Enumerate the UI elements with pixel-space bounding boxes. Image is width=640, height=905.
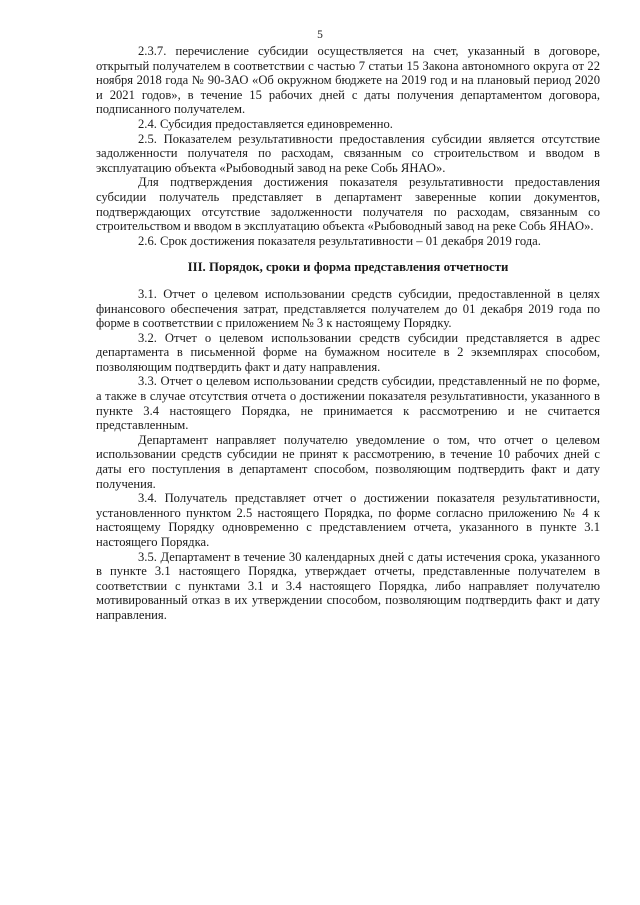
paragraph-department-notice: Департамент направляет получателю уведомление о том, что отчет о целевом использовании средств субсидии не принят к рассмотрению, в течение 10 рабочих дней с даты его поступления в департамент способом, позволяющим подтвердить факт и дату получения. bbox=[96, 432, 600, 491]
paragraph-3-1: 3.1. Отчет о целевом использовании средств субсидии, предоставленной в целях финансового обеспечения затрат, представляется получателем до 01 декабря 2019 года по форме в соответствии с приложением № 3 к настоящему Порядку. bbox=[96, 286, 600, 331]
paragraph-2-6: 2.6. Срок достижения показателя результативности – 01 декабря 2019 года. bbox=[138, 233, 541, 248]
page-number: 5 bbox=[317, 29, 323, 41]
paragraph-2-3-7: 2.3.7. перечисление субсидии осуществляется на счет, указанный в договоре, открытый получателем в соответствии с частью 7 статьи 15 Закона автономного округа от 22 ноября 2018 года № 90-ЗАО «Об окружном бюджете на 2019 год и на плановый период 2020 и 2021 годов», в течение 15 рабочих дней с даты получения департаментом договора, подписанного получателем. bbox=[96, 44, 600, 117]
section-heading: III. Порядок, сроки и форма представления отчетности bbox=[187, 260, 509, 275]
document-body bbox=[96, 44, 600, 623]
paragraph-confirmation: Для подтверждения достижения показателя результативности предоставления субсидии получатель представляет в департамент заверенные копии документов, подтверждающих отсутствие задолженности получателя по расходам, связанным со строительством и вводом в эксплуатацию объекта «Рыбоводный завод на реке Собь ЯНАО». bbox=[96, 175, 600, 234]
paragraph-2-4: 2.4. Субсидия предоставляется единовременно. bbox=[138, 116, 393, 131]
paragraph-3-4: 3.4. Получатель представляет отчет о достижении показателя результативности, установленного пунктом 2.5 настоящего Порядка, по форме согласно приложению № 4 к настоящему Порядку одновременно с представлением отчета, указанного в пункте 3.1 настоящего Порядка. bbox=[96, 491, 600, 549]
paragraph-3-3: 3.3. Отчет о целевом использовании средств субсидии, представленный не по форме, а также в случае отсутствия отчета о достижении показателя результативности, указанного в пункте 3.4 настоящего Порядка, не принимается к рассмотрению и не считается представленным. bbox=[96, 374, 600, 433]
paragraph-2-5: 2.5. Показателем результативности предоставления субсидии является отсутствие задолженности получателя по расходам, связанным со строительством и вводом в эксплуатацию объекта «Рыбоводный завод на реке Собь ЯНАО». bbox=[96, 131, 600, 175]
paragraph-3-5: 3.5. Департамент в течение 30 календарных дней с даты истечения срока, указанного в пункте 3.1 настоящего Порядка, утверждает отчеты, представленные получателем в соответствии с пунктами 3.1 и 3.4 настоящего Порядка, либо направляет получателю мотивированный отказ в их утверждении способом, позволяющим подтвердить факт и дату направления. bbox=[96, 549, 600, 622]
paragraph-3-2: 3.2. Отчет о целевом использовании средств субсидии представляется в адрес департамента в письменной форме на бумажном носителе в 2 экземплярах способом, позволяющим подтвердить факт и дату направления. bbox=[96, 330, 600, 374]
